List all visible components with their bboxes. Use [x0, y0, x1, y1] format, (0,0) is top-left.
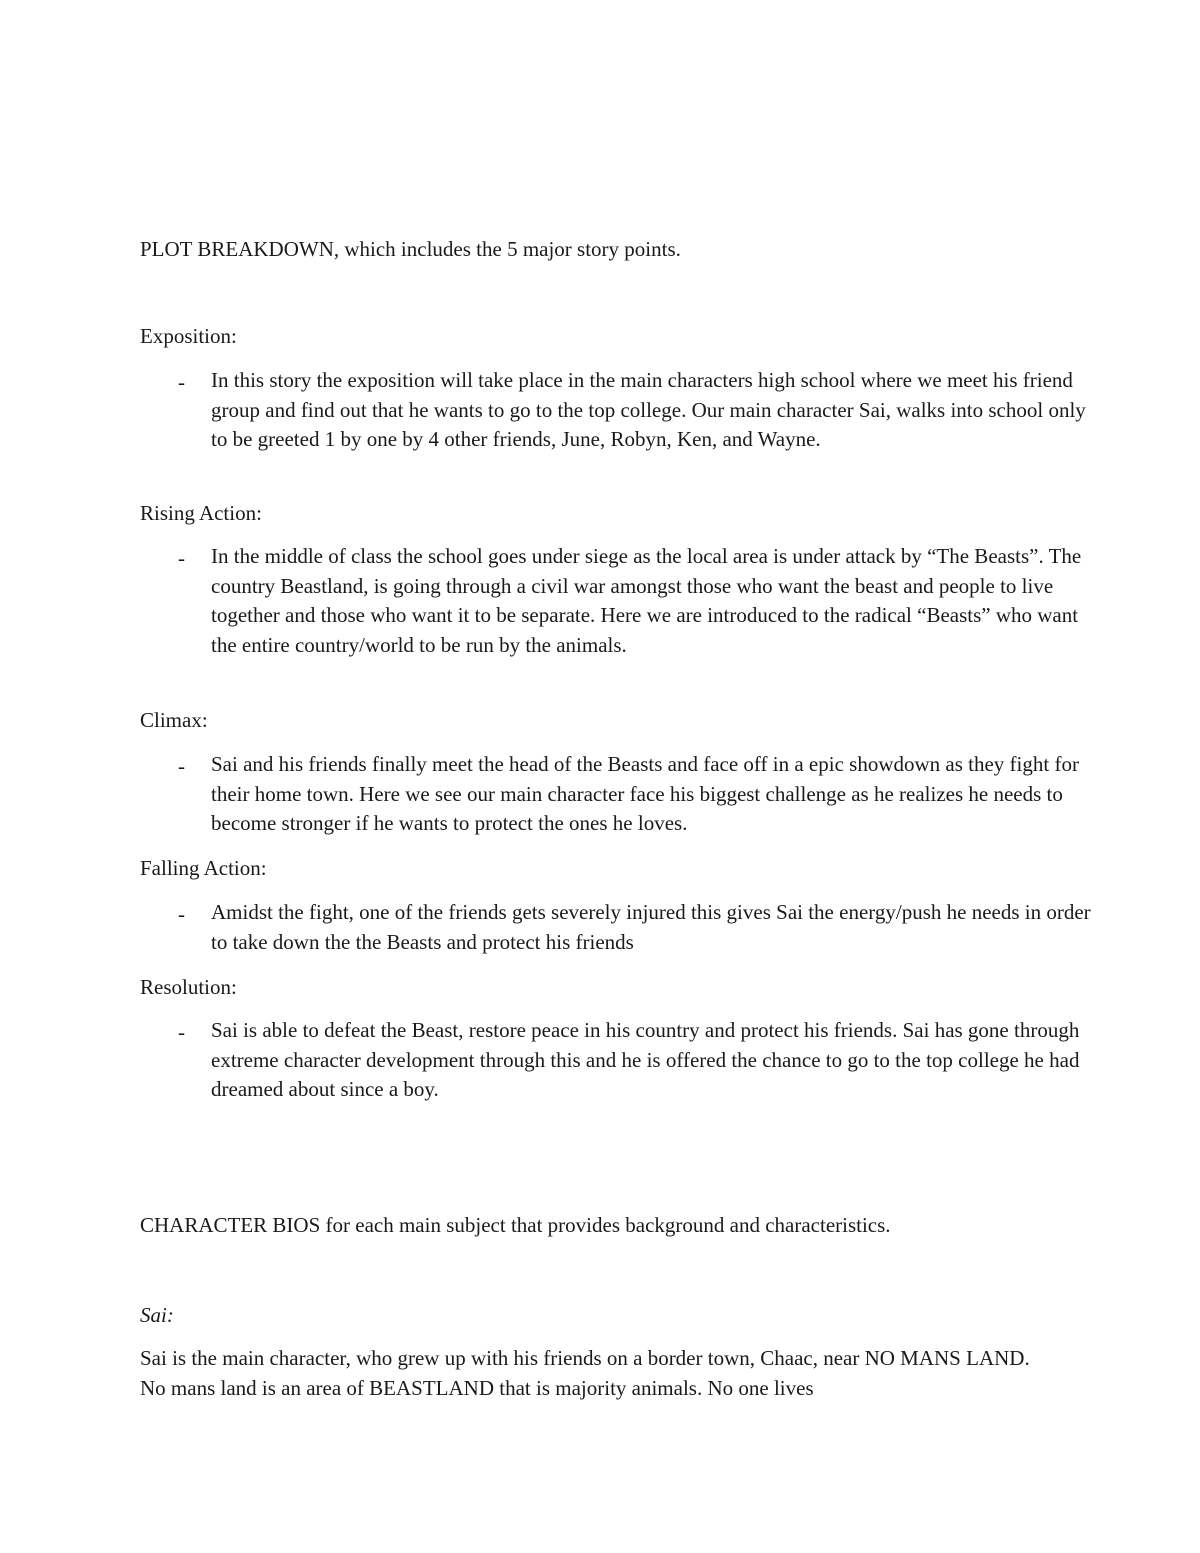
bullet-marker: - — [178, 1020, 185, 1044]
section-text-falling-action: Amidst the fight, one of the friends gets severely injured this gives Sai the energy/push he needs in order to take down the the Beasts and protect his friends — [211, 900, 1091, 954]
section-text-rising-action: In the middle of class the school goes under siege as the local area is under attack by “The Beasts”. The country Beastland, is going through a civil war amongst those who want the beast and people to live together and those who want it to be separate. Here we are introduced to the radical “Beasts” who want the entire country/world to be run by the animals. — [211, 544, 1082, 657]
character-bio-sai: Sai is the main character, who grew up with his friends on a border town, Chaac, near NO MANS LAND. No mans land is an area of BEASTLAND that is majority animals. No one lives — [140, 1346, 1030, 1400]
character-bios-heading: CHARACTER BIOS for each main subject that provides background and characteristics. — [140, 1213, 891, 1237]
section-label-climax: Climax: — [140, 708, 208, 732]
bullet-marker: - — [178, 546, 185, 570]
section-label-rising-action: Rising Action: — [140, 501, 262, 525]
bullet-marker: - — [178, 902, 185, 926]
section-label-resolution: Resolution: — [140, 975, 237, 999]
plot-breakdown-heading: PLOT BREAKDOWN, which includes the 5 major story points. — [140, 237, 681, 261]
section-label-falling-action: Falling Action: — [140, 856, 267, 880]
bullet-marker: - — [178, 370, 185, 394]
character-name-sai: Sai: — [140, 1303, 174, 1327]
bullet-marker: - — [178, 754, 185, 778]
section-label-exposition: Exposition: — [140, 324, 237, 348]
section-text-exposition: In this story the exposition will take place in the main characters high school where we meet his friend group and find out that he wants to go to the top college. Our main character Sai, walks into school only to be greeted 1 by one by 4 other friends, June, Robyn, Ken, and Wayne. — [211, 368, 1086, 451]
section-text-resolution: Sai is able to defeat the Beast, restore peace in his country and protect his friends. Sai has gone through extreme character development through this and he is offered the chance to go to the top college he had dreamed about since a boy. — [211, 1018, 1080, 1101]
section-text-climax: Sai and his friends finally meet the head of the Beasts and face off in a epic showdown as they fight for their home town. Here we see our main character face his biggest challenge as he realizes he needs to become stronger if he wants to protect the ones he loves. — [211, 752, 1079, 835]
